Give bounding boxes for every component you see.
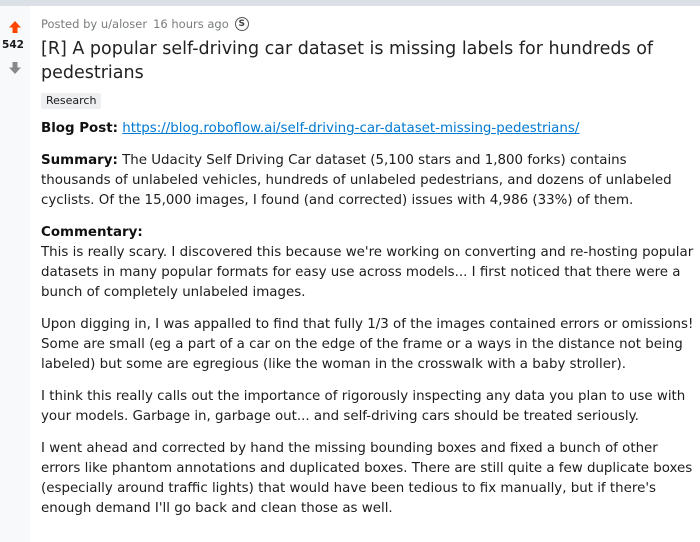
upvote-arrow-icon[interactable] (6, 18, 24, 36)
downvote-arrow-icon[interactable] (6, 59, 24, 77)
blog-post-link[interactable]: https://blog.roboflow.ai/self-driving-car-dataset-missing-pedestrians/ (122, 121, 580, 136)
commentary-paragraph (41, 223, 696, 303)
post-title[interactable]: [R] A popular self-driving car dataset is missing labels for hundreds of pedestrians (41, 39, 654, 83)
digging-paragraph: Upon digging in, I was appalled to find that fully 1/3 of the images contained errors or omissions! Some are small (eg a part of a car on the edge of the frame or a ways in the distance not being labeled) but some are egregious (like the woman in the crosswalk with a baby stroller). (41, 317, 694, 372)
summary-text: The Udacity Self Driving Car dataset (5,100 stars and 1,800 forks) contains thousands of unlabeled vehicles, hundreds of unlabeled pedestrians, and dozens of unlabeled cyclists. Of the 15,000 images, I found (and corrected) issues with 4,986 (33%) of them. (41, 153, 672, 208)
post (41, 6, 696, 531)
blog-post-paragraph (41, 119, 696, 139)
post-time[interactable]: 16 hours ago (153, 17, 229, 31)
importance-paragraph: I think this really calls out the importance of rigorously inspecting any data you plan to use with your models. Garbage in, garbage out... and self-driving cars should be treated seriously. (41, 389, 686, 424)
vote-column (0, 6, 30, 542)
posted-by[interactable]: Posted by u/aloser (41, 17, 148, 31)
blog-post-label: Blog Post: (41, 121, 118, 136)
commentary-text: This is really scary. I discovered this because we're working on converting and re-hosting popular datasets in many popular formats for easy use across models... I first noticed that there were a bunch of completely unlabeled images. (41, 245, 694, 300)
post-body (41, 119, 696, 519)
corrected-paragraph: I went ahead and corrected by hand the missing bounding boxes and fixed a bunch of other errors like phantom annotations and duplicated boxes. There are still quite a few duplicate boxes (especially around traffic lights) that would have been tedious to fix manually, but if there's enough demand I'll go back and clean those as well. (41, 441, 693, 516)
vote-count: 542 (2, 39, 24, 51)
flair-badge[interactable]: Research (41, 93, 101, 109)
silver-award-icon[interactable]: S (235, 17, 249, 31)
post-meta (41, 15, 696, 33)
commentary-label: Commentary: (41, 225, 143, 240)
summary-paragraph (41, 151, 696, 211)
summary-label: Summary: (41, 153, 118, 168)
